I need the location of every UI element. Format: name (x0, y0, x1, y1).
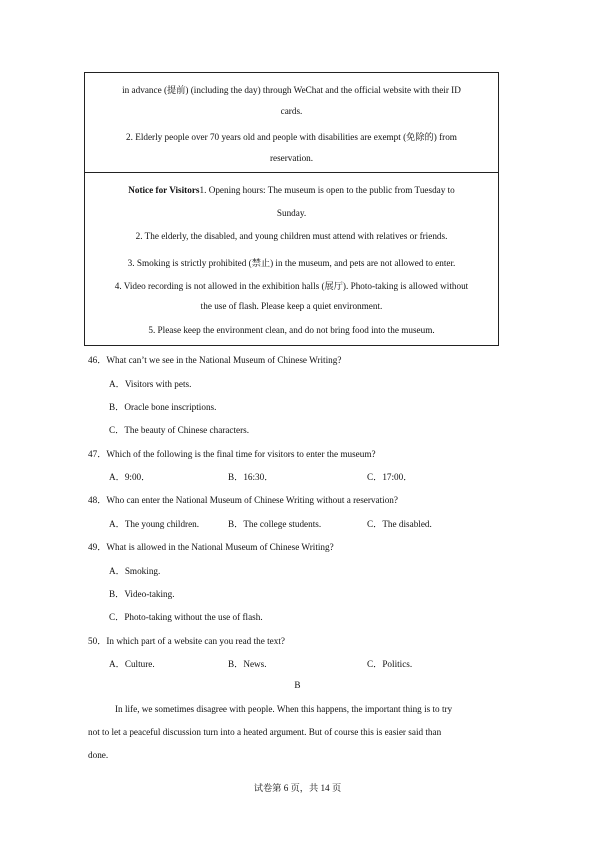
question-47-option-b: B．16:30． (228, 472, 274, 482)
question-50-stem: 50．In which part of a website can you read the text? (88, 636, 285, 646)
box2-line-1 (85, 185, 498, 195)
question-50-option-c: C．Politics. (367, 659, 413, 669)
question-46-option-b: B．Oracle bone inscriptions. (109, 402, 217, 412)
question-49-option-b: B．Video-taking. (109, 589, 175, 599)
box1-line-1: in advance (提前) (including the day) through WeChat and the official website with their ID (122, 85, 461, 95)
question-50-option-a: A．Culture. (109, 659, 155, 669)
question-49-option-a: A．Smoking. (109, 566, 161, 576)
question-48-option-c: C．The disabled. (367, 519, 432, 529)
question-47-stem: 47．Which of the following is the final time for visitors to enter the museum? (88, 449, 376, 459)
question-48-option-b: B．The college students. (228, 519, 322, 529)
passage-line-1: In life, we sometimes disagree with people. When this happens, the important thing is to try (115, 704, 453, 714)
section-b-label: B (294, 680, 301, 690)
question-49-stem: 49．What is allowed in the National Museum of Chinese Writing? (88, 542, 334, 552)
notice-item-1: 1. Opening hours: The museum is open to the public from Tuesday to (199, 185, 455, 195)
box2-line-3: 2. The elderly, the disabled, and young children must attend with relatives or friends. (135, 231, 448, 241)
box2-line-5: 4. Video recording is not allowed in the exhibition halls (展厅). Photo-taking is allowed without (114, 281, 469, 291)
box2-line-6: the use of flash. Please keep a quiet environment. (200, 301, 383, 311)
notice-heading: Notice for Visitors (128, 185, 200, 195)
box2-line-7: 5. Please keep the environment clean, and do not bring food into the museum. (148, 325, 435, 335)
box2-line-2: Sunday. (276, 208, 307, 218)
box1-line-3: 2. Elderly people over 70 years old and people with disabilities are exempt (免除的) from (126, 132, 457, 142)
passage-line-2: not to let a peaceful discussion turn into a heated argument. But of course this is easier said than (88, 727, 442, 737)
box1-line-2: cards. (280, 106, 303, 116)
box2-line-4: 3. Smoking is strictly prohibited (禁止) in the museum, and pets are not allowed to enter. (127, 258, 456, 268)
question-46-option-a: A．Visitors with pets. (109, 379, 192, 389)
passage-line-3: done. (88, 750, 109, 760)
box1-line-4: reservation. (269, 153, 314, 163)
question-50-option-b: B．News. (228, 659, 267, 669)
question-48-option-a: A．The young children. (109, 519, 200, 529)
question-46-option-c: C．The beauty of Chinese characters. (109, 425, 250, 435)
question-48-stem: 48．Who can enter the National Museum of Chinese Writing without a reservation? (88, 495, 398, 505)
page-footer: 试卷第 6 页，共 14 页 (253, 783, 342, 793)
question-49-option-c: C．Photo-taking without the use of flash. (109, 612, 263, 622)
question-46-stem: 46．What can’t we see in the National Museum of Chinese Writing? (88, 355, 342, 365)
reservation-notice-box (84, 72, 499, 173)
question-47-option-c: C．17:00． (367, 472, 413, 482)
visitor-notice-box (84, 172, 499, 346)
question-47-option-a: A．9:00． (109, 472, 151, 482)
